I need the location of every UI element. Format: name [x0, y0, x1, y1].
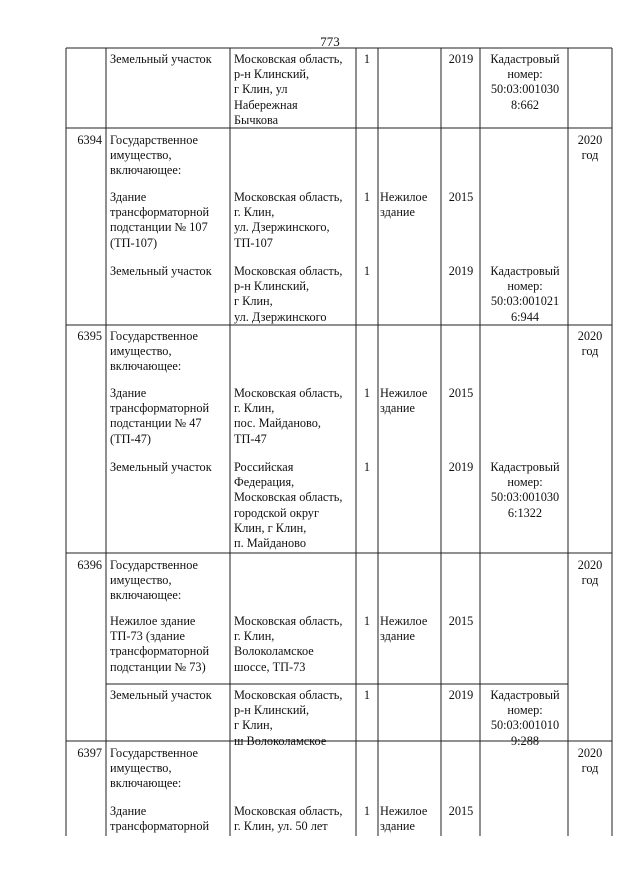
cell-name: Земельный участок	[110, 52, 212, 66]
cell-quantity: 1	[363, 190, 371, 204]
cell-year: 2019	[448, 460, 474, 474]
cell-address: Московская область, р-н Клинский, г Клин, ш Волоколамское	[234, 688, 343, 748]
cell-year: 2015	[448, 386, 474, 400]
cell-address: Московская область, р-н Клинский, г Клин, ул. Дзержинского	[234, 264, 343, 324]
cell-address: Московская область, г. Клин, пос. Майданово, ТП-47	[234, 386, 343, 446]
cell-name: Государственное имущество, включающее:	[110, 746, 198, 791]
cell-name: Земельный участок	[110, 460, 212, 474]
cell-type: Нежилое здание	[380, 614, 428, 644]
cell-type: Нежилое здание	[380, 386, 428, 416]
cell-cadastral-note: Кадастровый номер: 50:03:001010 9:288	[490, 688, 560, 748]
cell-address: Российская Федерация, Московская область, городской округ Клин, г Клин, п. Майданово	[234, 460, 343, 551]
cell-address: Московская область, р-н Клинский, г Клин, ул Набережная Бычкова	[234, 52, 343, 127]
cell-name: Государственное имущество, включающее:	[110, 329, 198, 374]
cell-address: Московская область, г. Клин, Волоколамское шоссе, ТП-73	[234, 614, 343, 674]
cell-quantity: 1	[363, 460, 371, 474]
cell-quantity: 1	[363, 614, 371, 628]
cell-address: Московская область, г. Клин, ул. Дзержинского, ТП-107	[234, 190, 343, 250]
cell-type: Нежилое здание	[380, 804, 428, 834]
cell-year: 2015	[448, 614, 474, 628]
cell-cadastral-note: Кадастровый номер: 50:03:001021 6:944	[490, 264, 560, 324]
cell-quantity: 1	[363, 52, 371, 66]
cell-quantity: 1	[363, 804, 371, 818]
cell-number: 6395	[77, 329, 102, 343]
cell-year: 2015	[448, 190, 474, 204]
cell-type: Нежилое здание	[380, 190, 428, 220]
cell-quantity: 1	[363, 264, 371, 278]
cell-number: 6396	[77, 558, 102, 572]
cell-quantity: 1	[363, 688, 371, 702]
cell-number: 6397	[77, 746, 102, 760]
cell-date: 2020 год	[577, 133, 603, 163]
cell-number: 6394	[77, 133, 102, 147]
cell-quantity: 1	[363, 386, 371, 400]
cell-year: 2019	[448, 688, 474, 702]
cell-year: 2019	[448, 52, 474, 66]
cell-name: Здание трансформаторной подстанции № 107 (ТП-107)	[110, 190, 210, 250]
cell-date: 2020 год	[577, 558, 603, 588]
cell-name: Здание трансформаторной подстанции № 47 (ТП-47)	[110, 386, 210, 446]
cell-year: 2019	[448, 264, 474, 278]
cell-name: Здание трансформаторной	[110, 804, 210, 834]
page-number: 773	[320, 34, 340, 49]
cell-name: Земельный участок	[110, 688, 212, 702]
cell-name: Нежилое здание ТП-73 (здание трансформаторной подстанции № 73)	[110, 614, 210, 674]
cell-name: Государственное имущество, включающее:	[110, 558, 198, 603]
cell-date: 2020 год	[577, 329, 603, 359]
cell-cadastral-note: Кадастровый номер: 50:03:001030 8:662	[490, 52, 560, 112]
cell-cadastral-note: Кадастровый номер: 50:03:001030 6:1322	[490, 460, 560, 520]
cell-address: Московская область, г. Клин, ул. 50 лет	[234, 804, 343, 834]
cell-year: 2015	[448, 804, 474, 818]
cell-date: 2020 год	[577, 746, 603, 776]
cell-name: Государственное имущество, включающее:	[110, 133, 198, 178]
cell-name: Земельный участок	[110, 264, 212, 278]
